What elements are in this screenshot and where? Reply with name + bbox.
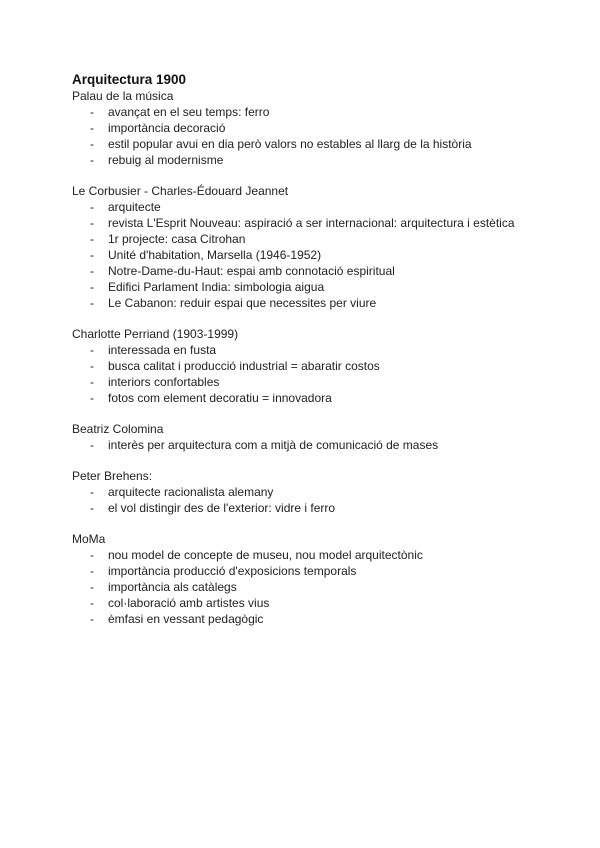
section-heading: Le Corbusier - Charles-Édouard Jeannet: [72, 184, 289, 198]
list-item-text: Notre-Dame-du-Haut: espai amb connotació espiritual: [108, 264, 395, 278]
bullet-list: [72, 104, 532, 168]
list-item-text: Edifici Parlament India: simbologia aigua: [108, 280, 325, 294]
dash-marker: -: [90, 216, 94, 230]
list-item: [72, 279, 532, 295]
list-item: [72, 136, 532, 152]
section-heading: Peter Brehens:: [72, 469, 153, 483]
document-content: [72, 72, 532, 642]
list-item-text: importància als catàlegs: [108, 580, 237, 594]
list-item-text: revista L'Esprit Nouveau: aspiració a ser internacional: arquitectura i estètica: [108, 216, 515, 230]
dash-marker: -: [90, 548, 94, 562]
list-item-text: interessada en fusta: [108, 343, 217, 357]
dash-marker: -: [90, 280, 94, 294]
list-item: [72, 231, 532, 247]
section-beatriz-colomina: [72, 421, 532, 453]
dash-marker: -: [90, 296, 94, 310]
list-item: [72, 374, 532, 390]
list-item-text: èmfasi en vessant pedagògic: [108, 612, 264, 626]
section-peter-brehens: [72, 468, 532, 516]
list-item-text: Le Cabanon: reduir espai que necessites per viure: [108, 296, 377, 310]
bullet-list: [72, 547, 532, 627]
list-item: [72, 295, 532, 311]
section-moma: [72, 531, 532, 627]
list-item: [72, 547, 532, 563]
dash-marker: -: [90, 232, 94, 246]
list-item: [72, 342, 532, 358]
list-item: [72, 579, 532, 595]
list-item-text: avançat en el seu temps: ferro: [108, 105, 270, 119]
bullet-list: [72, 342, 532, 406]
bullet-list: [72, 199, 532, 311]
section-heading: Palau de la música: [72, 89, 174, 103]
list-item-text: arquitecte: [108, 200, 161, 214]
list-item: [72, 437, 532, 453]
bullet-list: [72, 484, 532, 516]
list-item: [72, 563, 532, 579]
list-item: [72, 120, 532, 136]
list-item-text: Unité d'habitation, Marsella (1946-1952): [108, 248, 322, 262]
dash-marker: -: [90, 248, 94, 262]
dash-marker: -: [90, 391, 94, 405]
dash-marker: -: [90, 200, 94, 214]
section-le-corbusier: [72, 183, 532, 311]
dash-marker: -: [90, 343, 94, 357]
list-item: [72, 104, 532, 120]
list-item-text: interès per arquitectura com a mitjà de comunicació de mases: [108, 438, 439, 452]
list-item-text: arquitecte racionalista alemany: [108, 485, 274, 499]
dash-marker: -: [90, 264, 94, 278]
list-item-text: col·laboració amb artistes vius: [108, 596, 270, 610]
list-item: [72, 390, 532, 406]
bullet-list: [72, 437, 532, 453]
list-item: [72, 263, 532, 279]
dash-marker: -: [90, 596, 94, 610]
list-item: [72, 500, 532, 516]
list-item-text: importància decoració: [108, 121, 226, 135]
list-item: [72, 611, 532, 627]
section-palau: [72, 88, 532, 168]
dash-marker: -: [90, 501, 94, 515]
list-item: [72, 152, 532, 168]
section-heading: Beatriz Colomina: [72, 422, 164, 436]
dash-marker: -: [90, 564, 94, 578]
section-heading: Charlotte Perriand (1903-1999): [72, 327, 239, 341]
list-item: [72, 199, 532, 215]
list-item: [72, 595, 532, 611]
list-item: [72, 215, 532, 231]
list-item: [72, 358, 532, 374]
list-item-text: 1r projecte: casa Citrohan: [108, 232, 246, 246]
dash-marker: -: [90, 105, 94, 119]
dash-marker: -: [90, 359, 94, 373]
dash-marker: -: [90, 485, 94, 499]
list-item-text: busca calitat i producció industrial = abaratir costos: [108, 359, 380, 373]
dash-marker: -: [90, 137, 94, 151]
dash-marker: -: [90, 438, 94, 452]
dash-marker: -: [90, 121, 94, 135]
list-item: [72, 484, 532, 500]
list-item-text: estil popular avui en dia però valors no estables al llarg de la història: [108, 137, 472, 151]
dash-marker: -: [90, 580, 94, 594]
list-item-text: nou model de concepte de museu, nou model arquitectònic: [108, 548, 423, 562]
dash-marker: -: [90, 375, 94, 389]
document-title: Arquitectura 1900: [72, 72, 187, 87]
list-item: [72, 247, 532, 263]
list-item-text: rebuig al modernisme: [108, 153, 224, 167]
dash-marker: -: [90, 612, 94, 626]
list-item-text: fotos com element decoratiu = innovadora: [108, 391, 332, 405]
dash-marker: -: [90, 153, 94, 167]
list-item-text: interiors confortables: [108, 375, 220, 389]
list-item-text: importància producció d'exposicions temporals: [108, 564, 357, 578]
section-charlotte-perriand: [72, 326, 532, 406]
section-heading: MoMa: [72, 532, 106, 546]
list-item-text: el vol distingir des de l'exterior: vidre i ferro: [108, 501, 336, 515]
